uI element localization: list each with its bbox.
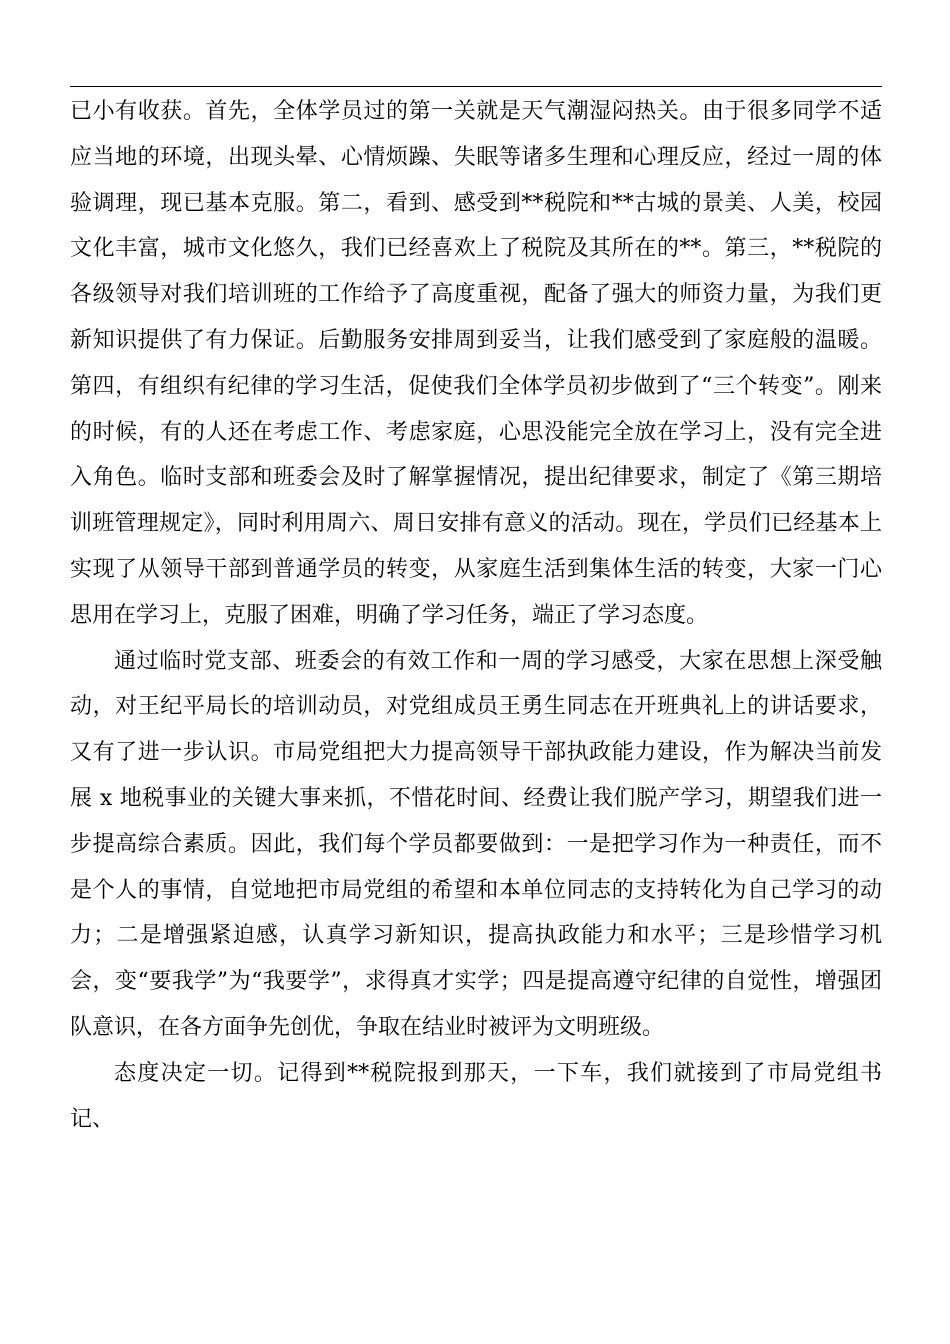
- paragraph-1: 已小有收获。首先，全体学员过的第一关就是天气潮湿闷热关。由于很多同学不适应当地的环境，出现头晕、心情烦躁、失眠等诸多生理和心理反应，经过一周的体验调理，现已基本克服。第二，看到、感受到**税院和**古城的景美、人美，校园文化丰富，城市文化悠久，我们已经喜欢上了税院及其所在的**。第三，**税院的各级领导对我们培训班的工作给予了高度重视，配备了强大的师资力量，为我们更新知识提供了有力保证。后勤服务安排周到妥当，让我们感受到了家庭般的温暖。第四，有组织有纪律的学习生活，促使我们全体学员初步做到了“三个转变”。刚来的时候，有的人还在考虑工作、考虑家庭，心思没能完全放在学习上，没有完全进入角色。临时支部和班委会及时了解掌握情况，提出纪律要求，制定了《第三期培训班管理规定》，同时利用周六、周日安排有意义的活动。现在，学员们已经基本上实现了从领导干部到普通学员的转变，从家庭生活到集体生活的转变，大家一门心思用在学习上，克服了困难，明确了学习任务，端正了学习态度。: [70, 99, 882, 628]
- paragraph-2: 通过临时党支部、班委会的有效工作和一周的学习感受，大家在思想上深受触动，对王纪平局长的培训动员，对党组成员王勇生同志在开班典礼上的讲话要求，又有了进一步认识。市局党组把大力提高领导干部执政能力建设，作为解决当前发展 x 地税事业的关键大事来抓，不惜花时间、经费让我们脱产学习，期望我们进一步提高综合素质。因此，我们每个学员都要做到：一是把学习作为一种责任，而不是个人的事情，自觉地把市局党组的希望和本单位同志的支持转化为自己学习的动力；二是增强紧迫感，认真学习新知识，提高执政能力和水平；三是珍惜学习机会，变“要我学”为“我要学”，求得真才实学；四是提高遵守纪律的自觉性，增强团队意识，在各方面争先创优，争取在结业时被评为文明班级。: [70, 648, 882, 1040]
- paragraph-3: 态度决定一切。记得到**税院报到那天，一下车，我们就接到了市局党组书记、: [70, 1060, 882, 1132]
- document-body: [70, 89, 882, 1142]
- header-rule: [70, 86, 882, 87]
